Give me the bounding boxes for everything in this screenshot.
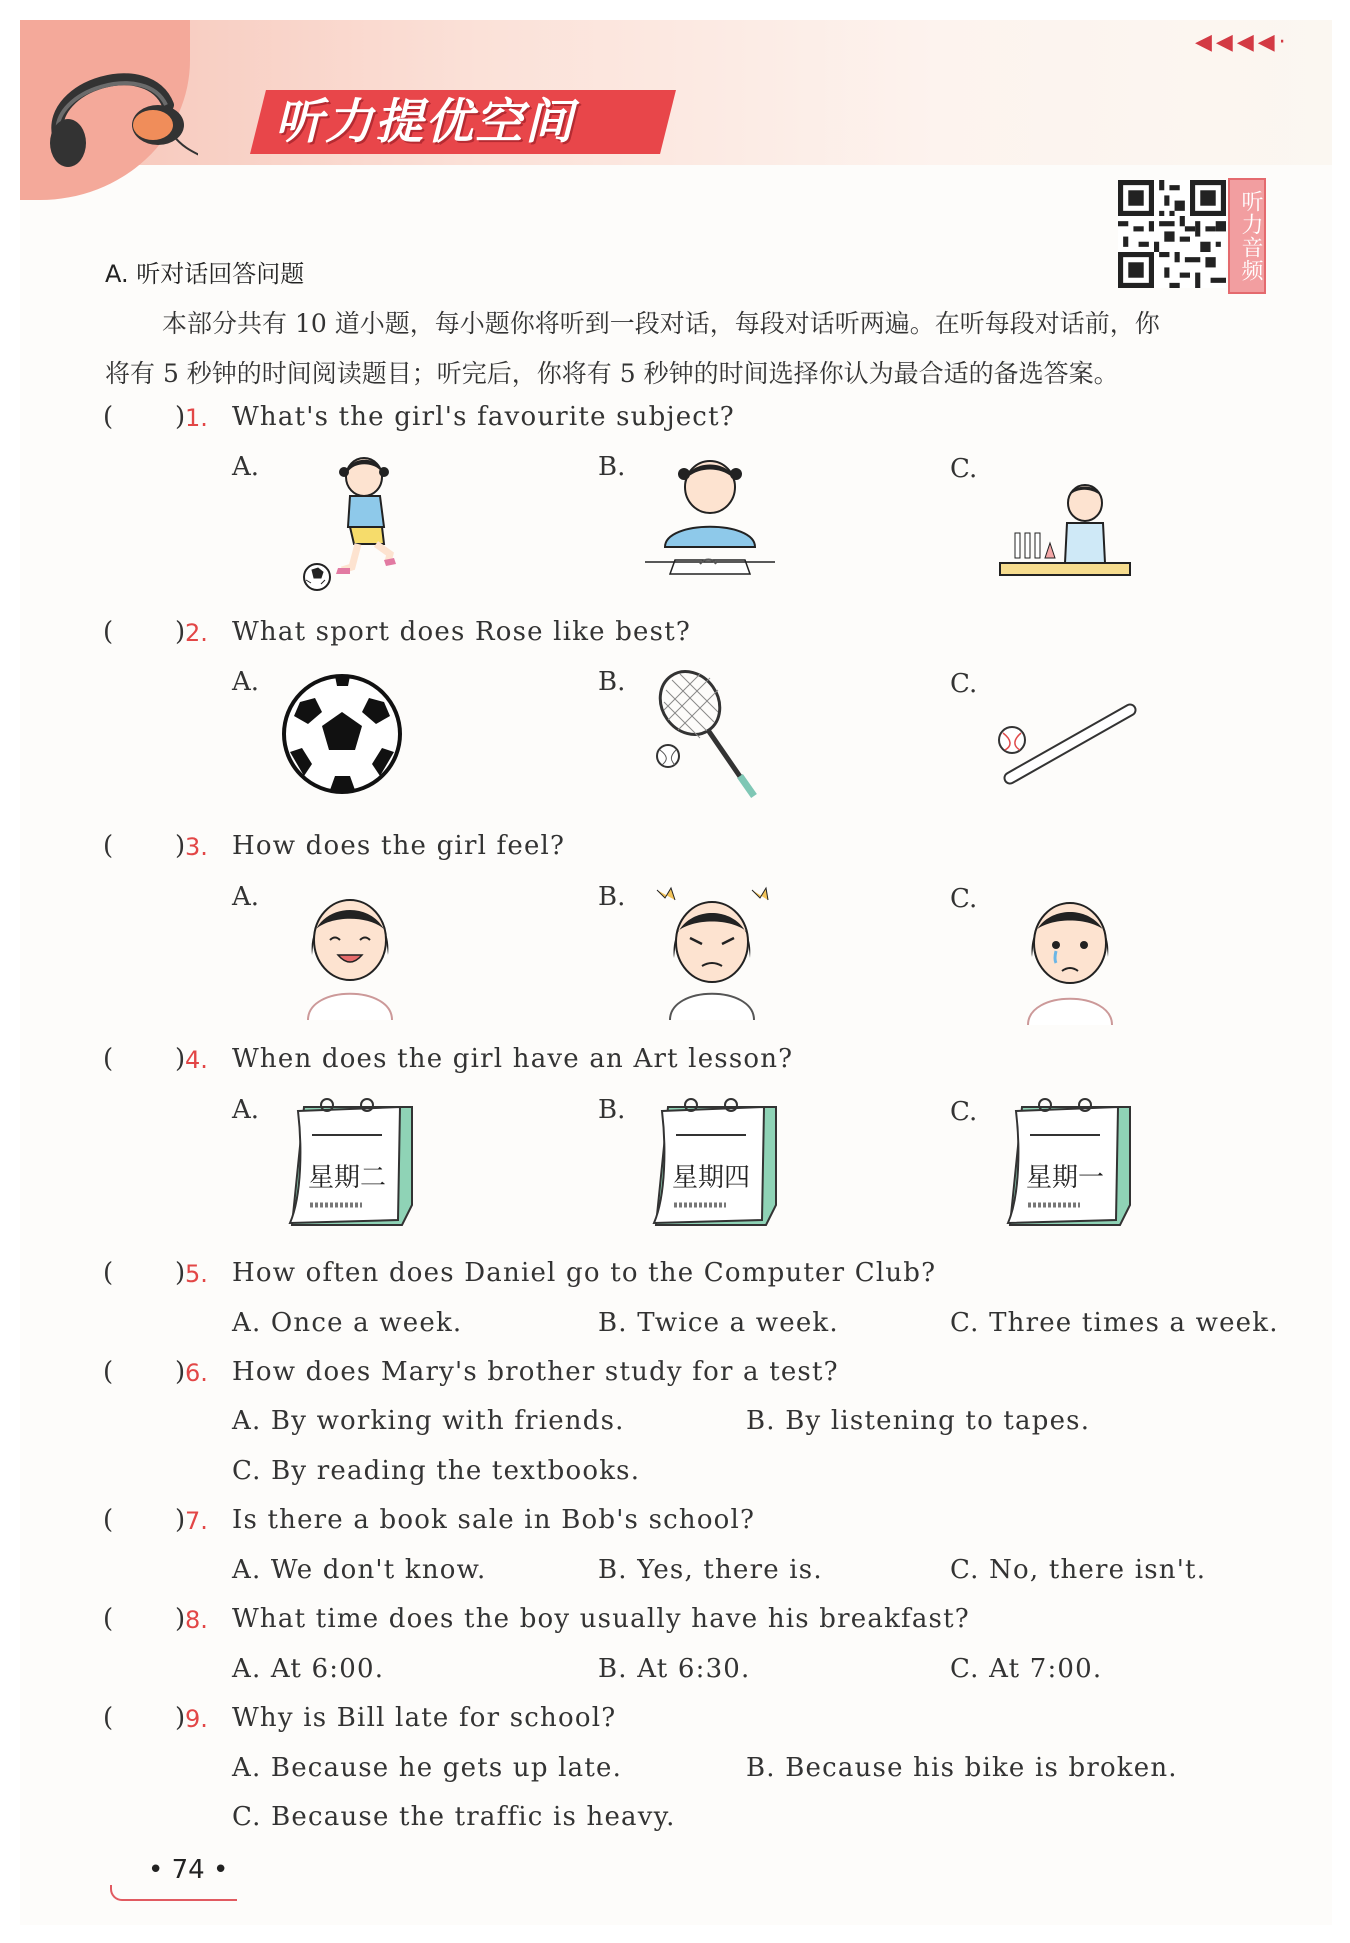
option-b[interactable]: B. Yes, there is. <box>598 1555 823 1585</box>
question-text: How often does Daniel go to the Computer Club? <box>232 1258 937 1288</box>
answer-paren-left[interactable]: ( <box>103 1703 114 1733</box>
question-number: 6. <box>185 1359 208 1387</box>
option-label-c[interactable]: C. <box>950 669 978 699</box>
question-text: What sport does Rose like best? <box>232 617 691 647</box>
answer-paren-right: ) <box>175 1505 186 1535</box>
option-a[interactable]: A. By working with friends. <box>232 1406 625 1436</box>
calendar-day-label: 星期一 <box>1026 1163 1105 1193</box>
option-a[interactable]: A. Once a week. <box>232 1308 463 1338</box>
option-label-b[interactable]: B. <box>598 667 626 697</box>
option-c[interactable]: C. Three times a week. <box>950 1308 1279 1338</box>
calendar-day-label: 星期二 <box>308 1163 387 1193</box>
happy-girl-icon <box>300 885 400 1020</box>
question-text: How does Mary's brother study for a test? <box>232 1357 839 1387</box>
question-text: Is there a book sale in Bob's school? <box>232 1505 756 1535</box>
baseball-bat-icon <box>990 698 1140 788</box>
option-b[interactable]: B. Twice a week. <box>598 1308 839 1338</box>
answer-paren-left[interactable]: ( <box>103 402 114 432</box>
question-number: 9. <box>185 1705 208 1733</box>
option-c[interactable]: C. No, there isn't. <box>950 1555 1207 1585</box>
page-number: • 74 • <box>148 1855 229 1885</box>
arrow-decoration-icon: ◀◀◀◀· <box>1195 30 1290 55</box>
section-intro-line1: 本部分共有 10 道小题，每小题你将听到一段对话，每段对话听两遍。在听每段对话前，你 <box>162 309 1160 338</box>
option-label-c[interactable]: C. <box>950 454 978 484</box>
answer-paren-left[interactable]: ( <box>103 617 114 647</box>
qr-code-icon[interactable] <box>1118 180 1226 288</box>
section-intro-line2: 将有 5 秒钟的时间阅读题目；听完后，你将有 5 秒钟的时间选择你认为最合适的备选答案。 <box>105 359 1119 388</box>
page-number-decoration <box>110 1885 237 1901</box>
answer-paren-left[interactable]: ( <box>103 831 114 861</box>
option-label-c[interactable]: C. <box>950 1097 978 1127</box>
option-label-a[interactable]: A. <box>232 667 260 697</box>
tennis-racket-icon <box>650 668 770 803</box>
option-b[interactable]: B. Because his bike is broken. <box>746 1753 1178 1783</box>
calendar-icon <box>282 1095 414 1240</box>
football-icon <box>280 672 404 796</box>
answer-paren-left[interactable]: ( <box>103 1044 114 1074</box>
option-label-a[interactable]: A. <box>232 452 260 482</box>
option-label-a[interactable]: A. <box>232 1095 260 1125</box>
answer-paren-right: ) <box>175 617 186 647</box>
answer-paren-left[interactable]: ( <box>103 1604 114 1634</box>
answer-paren-right: ) <box>175 1044 186 1074</box>
option-label-b[interactable]: B. <box>598 1095 626 1125</box>
answer-paren-right: ) <box>175 1258 186 1288</box>
option-b[interactable]: B. At 6:30. <box>598 1654 751 1684</box>
question-text: What's the girl's favourite subject? <box>232 402 735 432</box>
calendar-icon <box>646 1095 778 1240</box>
answer-paren-right: ) <box>175 1357 186 1387</box>
question-number: 3. <box>185 833 208 861</box>
qr-audio-label: 听力音频 <box>1228 178 1266 294</box>
answer-paren-left[interactable]: ( <box>103 1505 114 1535</box>
girl-science-lab-icon <box>995 478 1135 588</box>
question-number: 2. <box>185 619 208 647</box>
question-text: How does the girl feel? <box>232 831 566 861</box>
calendar-day-label: 星期四 <box>672 1163 751 1193</box>
page-title: 听力提优空间 <box>275 94 576 150</box>
option-label-a[interactable]: A. <box>232 882 260 912</box>
question-number: 4. <box>185 1046 208 1074</box>
answer-paren-left[interactable]: ( <box>103 1357 114 1387</box>
answer-paren-right: ) <box>175 1604 186 1634</box>
angry-girl-icon <box>652 880 772 1020</box>
option-label-b[interactable]: B. <box>598 452 626 482</box>
option-c[interactable]: C. By reading the textbooks. <box>232 1456 641 1486</box>
answer-paren-right: ) <box>175 1703 186 1733</box>
answer-paren-left[interactable]: ( <box>103 1258 114 1288</box>
option-a[interactable]: A. At 6:00. <box>232 1654 385 1684</box>
section-title: A. 听对话回答问题 <box>105 260 305 288</box>
question-number: 5. <box>185 1260 208 1288</box>
option-label-c[interactable]: C. <box>950 884 978 914</box>
question-text: Why is Bill late for school? <box>232 1703 617 1733</box>
question-number: 7. <box>185 1507 208 1535</box>
option-a[interactable]: A. We don't know. <box>232 1555 487 1585</box>
option-c[interactable]: C. At 7:00. <box>950 1654 1103 1684</box>
option-a[interactable]: A. Because he gets up late. <box>232 1753 623 1783</box>
question-text: When does the girl have an Art lesson? <box>232 1044 794 1074</box>
headphones-icon <box>38 55 198 175</box>
header-band <box>20 20 1332 165</box>
option-label-b[interactable]: B. <box>598 882 626 912</box>
sad-girl-icon <box>1020 885 1120 1025</box>
question-number: 8. <box>185 1606 208 1634</box>
girl-drawing-icon <box>640 452 780 592</box>
question-number: 1. <box>185 404 208 432</box>
answer-paren-right: ) <box>175 831 186 861</box>
calendar-icon <box>1000 1095 1132 1240</box>
question-text: What time does the boy usually have his breakfast? <box>232 1604 970 1634</box>
option-c[interactable]: C. Because the traffic is heavy. <box>232 1802 676 1832</box>
option-b[interactable]: B. By listening to tapes. <box>746 1406 1091 1436</box>
girl-football-icon <box>292 452 412 592</box>
answer-paren-right: ) <box>175 402 186 432</box>
